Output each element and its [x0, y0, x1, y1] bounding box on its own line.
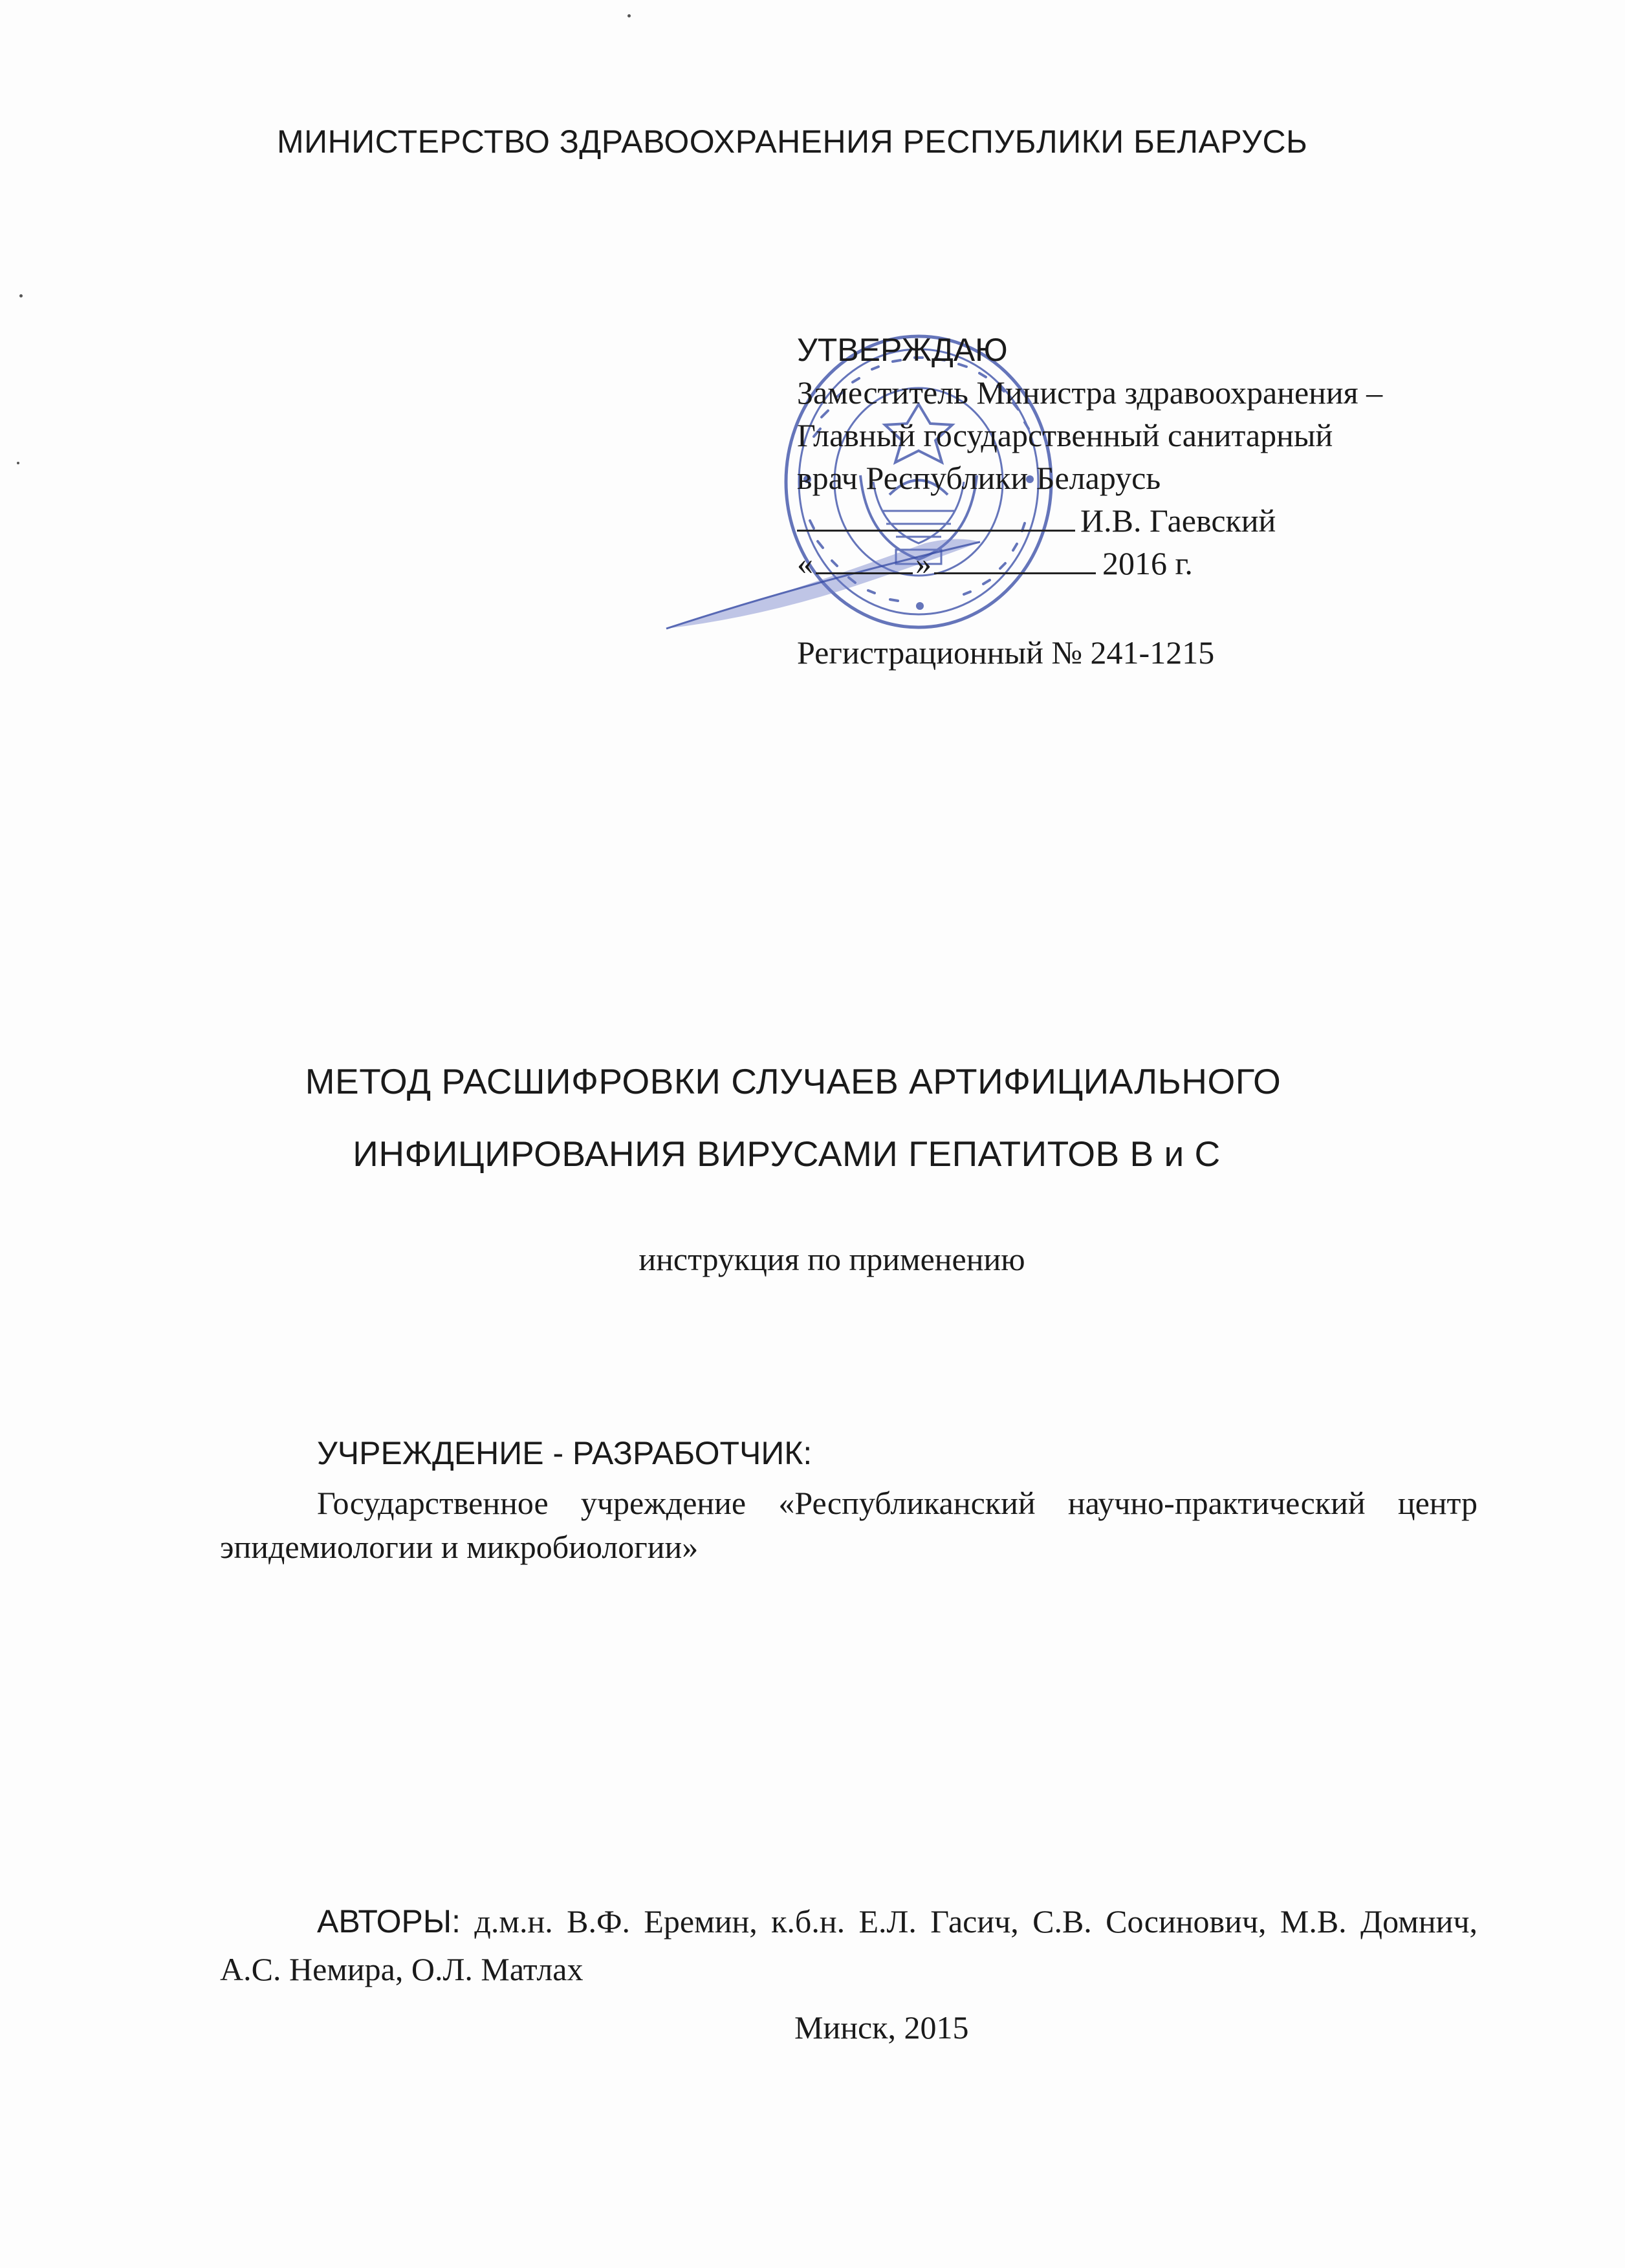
registration-number: Регистрационный № 241-1215 — [797, 634, 1215, 671]
scan-speck — [627, 14, 631, 17]
ministry-header: МИНИСТЕРСТВО ЗДРАВООХРАНЕНИЯ РЕСПУБЛИКИ БЕЛАРУСЬ — [277, 124, 1308, 160]
authors-paragraph — [220, 1897, 1478, 1993]
scan-speck — [19, 294, 23, 297]
document-title-line1: МЕТОД РАСШИФРОВКИ СЛУЧАЕВ АРТИФИЦИАЛЬНОГО — [305, 1061, 1281, 1101]
date-month-line — [934, 544, 1096, 574]
signature-row — [797, 499, 1382, 542]
approval-heading: УТВЕРЖДАЮ — [797, 332, 1008, 368]
date-year: 2016 г. — [1102, 545, 1193, 581]
document-subtitle: инструкция по применению — [638, 1241, 1025, 1277]
signatory-name: И.В. Гаевский — [1080, 502, 1276, 539]
city-year: Минск, 2015 — [794, 2009, 969, 2046]
date-open-quote: « — [797, 545, 813, 581]
date-close-quote: » — [915, 545, 932, 581]
approver-position-line2: Главный государственный санитарный — [797, 417, 1333, 453]
signature-line — [797, 501, 1075, 532]
approval-block — [797, 329, 1382, 585]
approver-position-line1: Заместитель Министра здравоохранения – — [797, 374, 1383, 411]
developer-heading: УЧРЕЖДЕНИЕ - РАЗРАБОТЧИК: — [317, 1435, 812, 1471]
approver-position-line3: врач Республики Беларусь — [797, 460, 1161, 496]
developer-text: Государственное учреждение «Республиканский научно-практический центр эпидемиологии и микробиологии» — [220, 1485, 1478, 1565]
scan-speck — [17, 462, 19, 464]
date-day-line — [816, 544, 913, 574]
authors-label: АВТОРЫ: — [317, 1903, 461, 1939]
authors-list: д.м.н. В.Ф. Еремин, к.б.н. Е.Л. Гасич, С.В. Сосинович, М.В. Домнич, А.С. Немира, О.Л. Матлах — [220, 1903, 1478, 1987]
document-title-line2: ИНФИЦИРОВАНИЯ ВИРУСАМИ ГЕПАТИТОВ В и С — [353, 1134, 1221, 1174]
approval-date-row — [797, 542, 1382, 585]
